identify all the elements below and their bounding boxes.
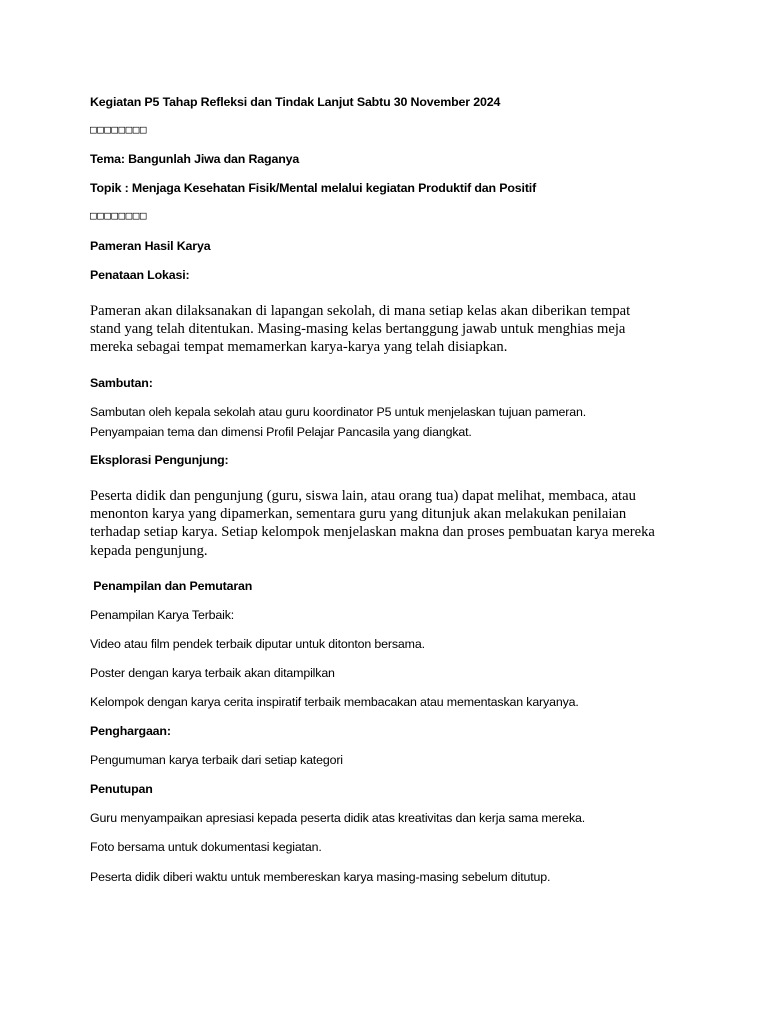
paragraph-line: menonton karya yang dipamerkan, sementara guru yang ditunjuk akan melakukan penilaian [90, 506, 627, 523]
topik-heading: Topik : Menjaga Kesehatan Fisik/Mental melalui kegiatan Produktif dan Positif [90, 181, 537, 195]
missing-glyph-row: □□□□□□□□ [90, 123, 147, 136]
penampilan-item: Video atau film pendek terbaik diputar untuk ditonton bersama. [90, 637, 425, 651]
paragraph-line: terhadap setiap karya. Setiap kelompok menjelaskan makna dan proses pembuatan karya mereka [90, 524, 655, 541]
penampilan-subheading: Penampilan Karya Terbaik: [90, 608, 235, 622]
eksplorasi-paragraph [90, 487, 690, 560]
sambutan-paragraph [90, 402, 586, 442]
penghargaan-item: Pengumuman karya terbaik dari setiap kategori [90, 753, 343, 767]
penampilan-heading: Penampilan dan Pemutaran [90, 579, 253, 593]
penataan-heading: Penataan Lokasi: [90, 268, 190, 282]
missing-glyph-row: □□□□□□□□ [90, 209, 147, 222]
penutupan-item: Guru menyampaikan apresiasi kepada peserta didik atas kreativitas dan kerja sama mereka. [90, 811, 586, 825]
paragraph-line: Pameran akan dilaksanakan di lapangan sekolah, di mana setiap kelas akan diberikan tempat [90, 303, 631, 319]
penataan-paragraph [90, 302, 690, 357]
penampilan-item: Poster dengan karya terbaik akan ditampilkan [90, 666, 335, 680]
paragraph-line: Peserta didik dan pengunjung (guru, siswa lain, atau orang tua) dapat melihat, membaca, atau [90, 488, 636, 504]
paragraph-line: kepada pengunjung. [90, 542, 208, 559]
paragraph-line: stand yang telah ditentukan. Masing-masing kelas bertanggung jawab untuk menghias meja [90, 321, 626, 338]
penutupan-heading: Penutupan [90, 782, 153, 796]
document-page [90, 0, 690, 1024]
eksplorasi-heading: Eksplorasi Pengunjung: [90, 453, 229, 467]
paragraph-line: Penyampaian tema dan dimensi Profil Pelajar Pancasila yang diangkat. [90, 425, 472, 439]
sambutan-heading: Sambutan: [90, 376, 153, 390]
tema-heading: Tema: Bangunlah Jiwa dan Raganya [90, 152, 300, 166]
penampilan-item: Kelompok dengan karya cerita inspiratif terbaik membacakan atau mementaskan karyanya. [90, 695, 579, 709]
document-title: Kegiatan P5 Tahap Refleksi dan Tindak Lanjut Sabtu 30 November 2024 [90, 95, 501, 109]
penghargaan-heading: Penghargaan: [90, 724, 171, 738]
penutupan-item: Peserta didik diberi waktu untuk membereskan karya masing-masing sebelum ditutup. [90, 870, 551, 884]
pameran-heading: Pameran Hasil Karya [90, 239, 211, 253]
paragraph-line: mereka sebagai tempat memamerkan karya-karya yang telah disiapkan. [90, 339, 508, 356]
paragraph-line: Sambutan oleh kepala sekolah atau guru koordinator P5 untuk menjelaskan tujuan pameran. [90, 405, 586, 419]
penutupan-item: Foto bersama untuk dokumentasi kegiatan. [90, 840, 322, 854]
